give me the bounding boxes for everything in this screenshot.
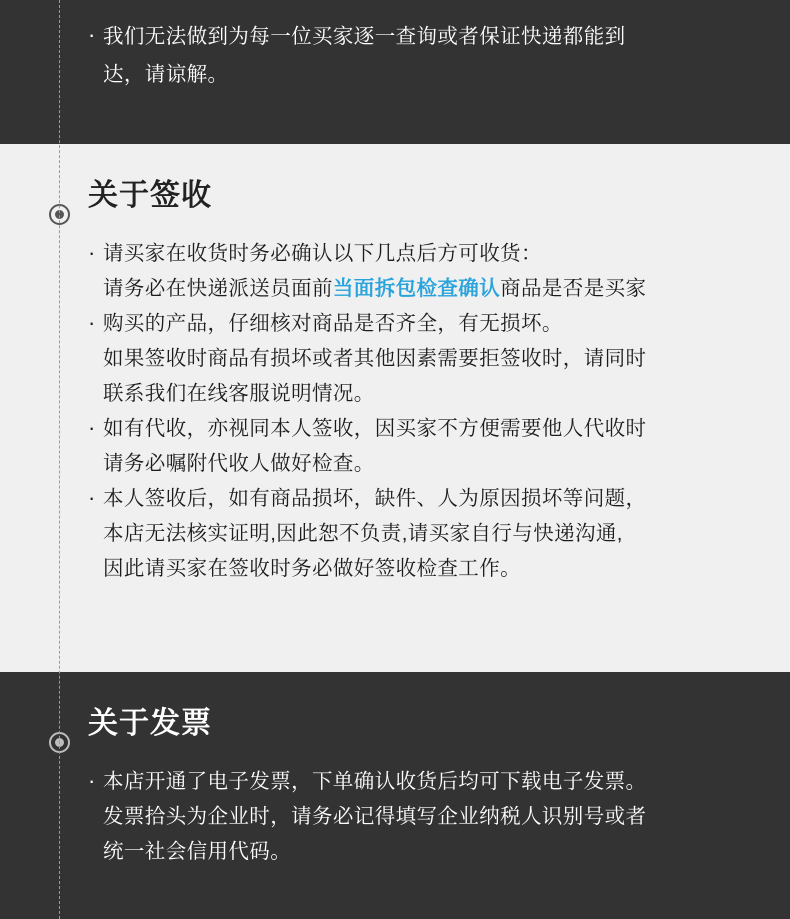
section-signing-content	[0, 178, 790, 586]
list-item	[88, 306, 744, 411]
list-item	[88, 481, 744, 586]
timeline-dashed-line	[59, 0, 60, 919]
highlight-text: 当面拆包检查确认	[332, 277, 501, 300]
line-text: 本人签收后，如有商品损坏，缺件、人为原因损坏等问题，	[103, 487, 647, 510]
page-title: 关于发票	[88, 707, 212, 740]
signing-rules-list	[88, 236, 744, 586]
section-invoice-content	[0, 706, 790, 869]
line-text: 请务必在快递派送员面前	[103, 277, 333, 300]
line-text: 本店开通了电子发票，下单确认收货后均可下载电子发票。	[103, 770, 647, 793]
section-about-invoice	[0, 672, 790, 919]
line-text: 请务必嘱附代收人做好检查。	[103, 452, 375, 475]
section-about-signing	[0, 144, 790, 672]
line-text: 如有代收，亦视同本人签收，因买家不方便需要他人代收时	[103, 417, 647, 440]
line-text: 统一社会信用代码。	[103, 840, 292, 863]
list-item	[88, 18, 744, 94]
list-item	[88, 764, 744, 869]
page-title: 关于签收	[88, 179, 212, 212]
line-text: 发票拾头为企业时，请务必记得填写企业纳税人识别号或者	[103, 805, 647, 828]
list-item	[88, 236, 744, 306]
line-text: 联系我们在线客服说明情况。	[103, 382, 375, 405]
line-text: 本店无法核实证明,因此恕不负责,请买家自行与快递沟通,	[103, 522, 623, 545]
list-item	[88, 411, 744, 481]
line-text: 因此请买家在签收时务必做好签收检查工作。	[103, 557, 521, 580]
line-text: 请买家在收货时务必确认以下几点后方可收货：	[103, 242, 542, 265]
section-express-content	[0, 18, 790, 94]
line-text-tail: 商品是否是买家	[500, 277, 647, 300]
line-text: 达，请谅解。	[103, 63, 229, 86]
line-text: 我们无法做到为每一位买家逐一查询或者保证快递都能到	[103, 25, 626, 48]
invoice-rules-list	[88, 764, 744, 869]
section-express-notice	[0, 0, 790, 144]
line-text: 购买的产品，仔细核对商品是否齐全，有无损坏。	[103, 312, 563, 335]
express-notice-list	[88, 18, 744, 94]
line-text: 如果签收时商品有损坏或者其他因素需要拒签收时，请同时	[103, 347, 647, 370]
